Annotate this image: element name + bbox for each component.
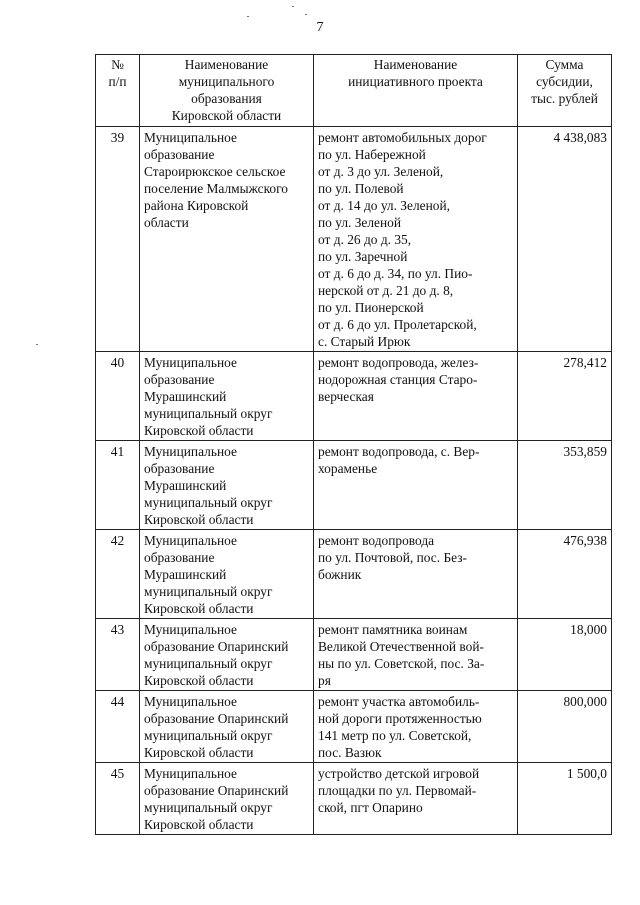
project-name: ремонт автомобильных дорог по ул. Набережной от д. 3 до ул. Зеленой, по ул. Полевой от д. 14 до ул. Зеленой, по ул. Зеленой от д. 26 до д. 35, по ул. Заречной от д. 6 до д. 34, по ул. Пио- нерской от д. 21 до д. 8, по ул. Пионерской от д. 6 до ул. Пролетарской, с. Старый Ирюк xyxy=(314,127,518,352)
row-number: 42 xyxy=(96,530,140,619)
project-name: ремонт памятника воинам Великой Отечественной вой- ны по ул. Советской, пос. За- ря xyxy=(314,619,518,691)
scan-speck xyxy=(36,344,38,345)
table-row xyxy=(96,691,612,763)
project-name: ремонт водопровода, желез- нодорожная станция Старо- верческая xyxy=(314,352,518,441)
municipality-name: Муниципальное образование Староирюкское сельское поселение Малмыжского района Кировской области xyxy=(140,127,314,352)
header-line: № xyxy=(111,57,124,72)
table-row xyxy=(96,127,612,352)
header-municipality xyxy=(140,55,314,127)
header-sum xyxy=(518,55,612,127)
project-name: ремонт водопровода, с. Вер- хораменье xyxy=(314,441,518,530)
municipality-name: Муниципальное образование Мурашинский муниципальный округ Кировской области xyxy=(140,352,314,441)
subsidy-amount: 4 438,083 xyxy=(518,127,612,352)
scan-speck xyxy=(247,16,249,17)
row-number: 40 xyxy=(96,352,140,441)
table-body xyxy=(96,127,612,835)
header-line: Сумма xyxy=(545,57,584,72)
header-line: Наименование xyxy=(184,57,269,72)
subsidy-table xyxy=(95,54,612,835)
row-number: 41 xyxy=(96,441,140,530)
project-name: ремонт водопровода по ул. Почтовой, пос. Без- божник xyxy=(314,530,518,619)
subsidy-amount: 278,412 xyxy=(518,352,612,441)
header-line: муниципального xyxy=(178,74,275,89)
header-line: п/п xyxy=(108,74,127,89)
table-row xyxy=(96,441,612,530)
table-row xyxy=(96,763,612,835)
municipality-name: Муниципальное образование Мурашинский муниципальный округ Кировской области xyxy=(140,530,314,619)
row-number: 43 xyxy=(96,619,140,691)
header-number xyxy=(96,55,140,127)
municipality-name: Муниципальное образование Опаринский муниципальный округ Кировской области xyxy=(140,691,314,763)
row-number: 44 xyxy=(96,691,140,763)
project-name: устройство детской игровой площадки по ул. Первомай- ской, пгт Опарино xyxy=(314,763,518,835)
table-row xyxy=(96,352,612,441)
scan-speck xyxy=(292,6,294,7)
header-line: субсидии, xyxy=(536,74,593,89)
header-row xyxy=(96,55,612,127)
table-row xyxy=(96,619,612,691)
project-name: ремонт участка автомобиль- ной дороги протяженностью 141 метр по ул. Советской, пос. Вазюк xyxy=(314,691,518,763)
header-line: инициативного проекта xyxy=(348,74,483,89)
row-number: 45 xyxy=(96,763,140,835)
table-row xyxy=(96,530,612,619)
row-number: 39 xyxy=(96,127,140,352)
scan-speck xyxy=(305,14,307,15)
header-line: Наименование xyxy=(373,57,458,72)
municipality-name: Муниципальное образование Опаринский муниципальный округ Кировской области xyxy=(140,619,314,691)
municipality-name: Муниципальное образование Опаринский муниципальный округ Кировской области xyxy=(140,763,314,835)
subsidy-amount: 353,859 xyxy=(518,441,612,530)
header-line: Кировской области xyxy=(171,108,282,123)
header-line: тыс. рублей xyxy=(531,91,598,106)
table-header xyxy=(96,55,612,127)
subsidy-amount: 800,000 xyxy=(518,691,612,763)
header-project xyxy=(314,55,518,127)
page-number: 7 xyxy=(316,20,324,35)
subsidy-amount: 18,000 xyxy=(518,619,612,691)
subsidy-amount: 1 500,0 xyxy=(518,763,612,835)
subsidy-amount: 476,938 xyxy=(518,530,612,619)
municipality-name: Муниципальное образование Мурашинский муниципальный округ Кировской области xyxy=(140,441,314,530)
header-line: образования xyxy=(191,91,262,106)
